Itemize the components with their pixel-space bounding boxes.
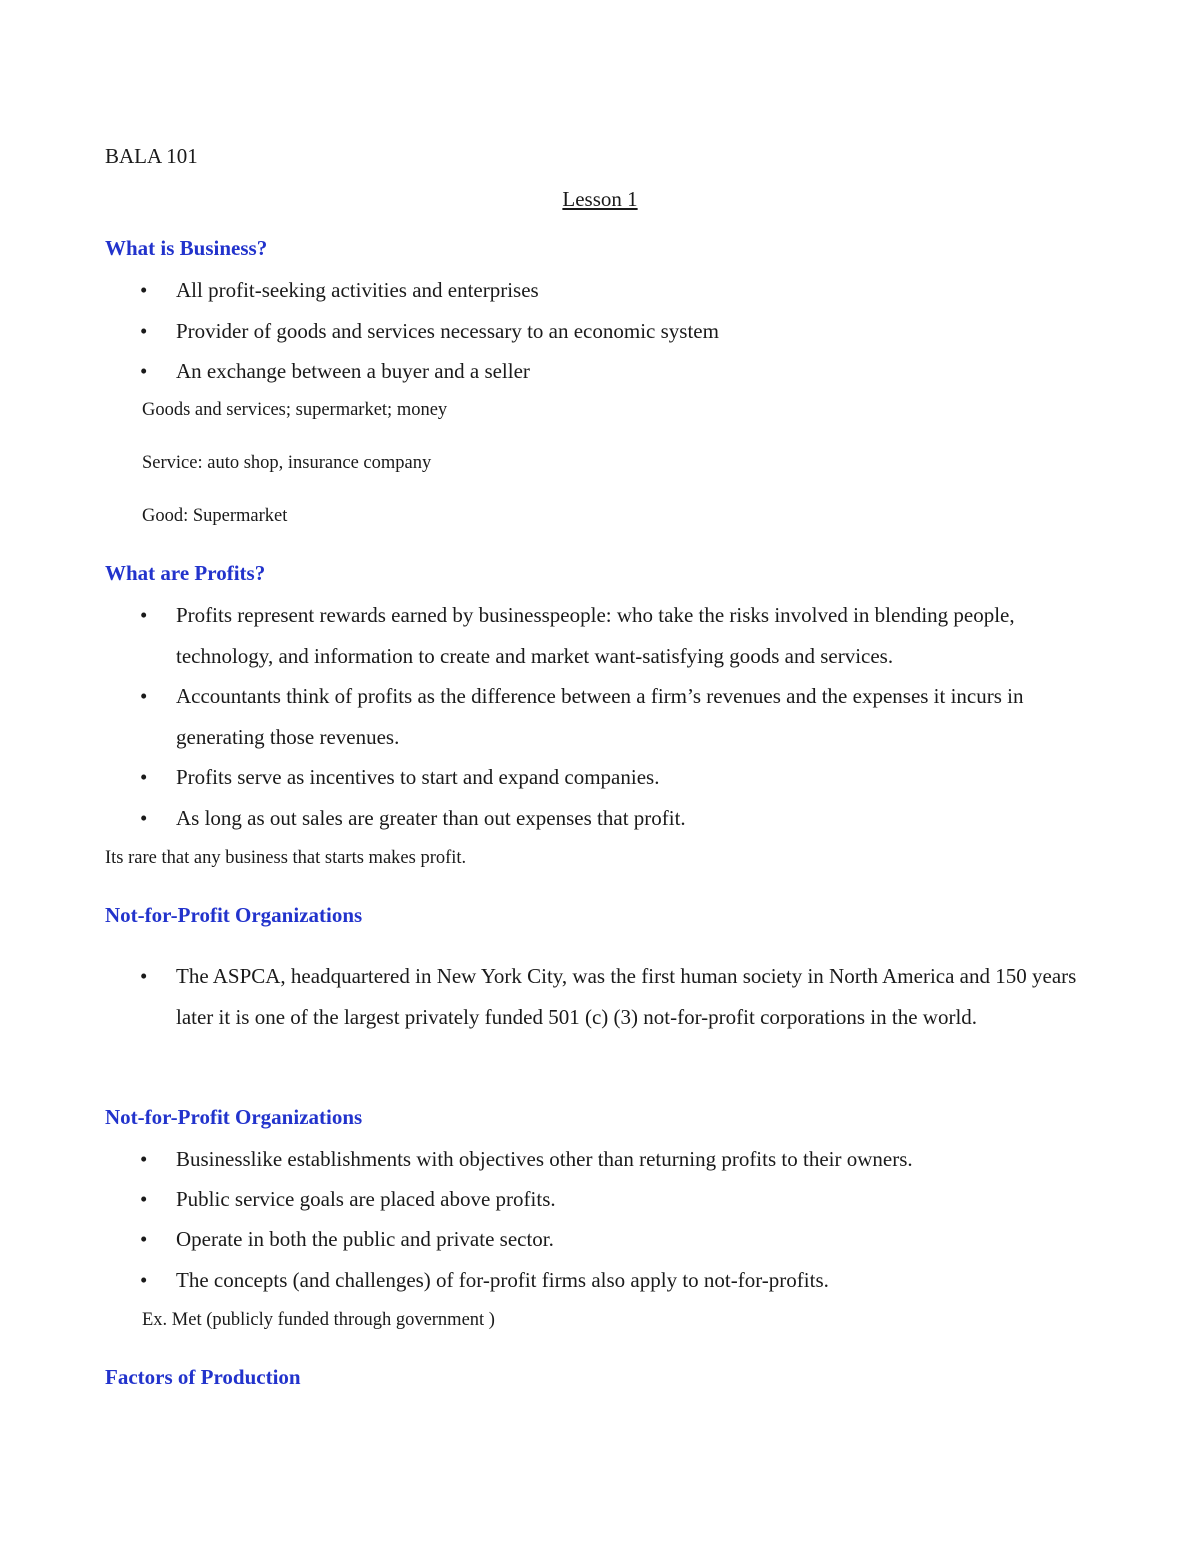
list-item: • All profit-seeking activities and enterprises [140, 278, 539, 302]
list-item: • Provider of goods and services necessary to an economic system [140, 319, 719, 343]
lesson-title: Lesson 1 [562, 187, 638, 211]
note-met-example: Ex. Met (publicly funded through government ) [142, 1310, 495, 1330]
course-code: BALA 101 [105, 144, 198, 168]
heading-not-for-profit-2: Not-for-Profit Organizations [105, 1105, 363, 1129]
list-item: • Public service goals are placed above profits. [140, 1187, 556, 1211]
note-good: Good: Supermarket [142, 506, 288, 526]
heading-not-for-profit: Not-for-Profit Organizations [105, 903, 363, 927]
note-rare-profit: Its rare that any business that starts makes profit. [105, 848, 467, 868]
heading-what-is-business: What is Business? [105, 236, 268, 260]
heading-what-are-profits: What are Profits? [105, 561, 266, 585]
list-item: • Businesslike establishments with objectives other than returning profits to their owners. [140, 1147, 913, 1171]
list-item: • Operate in both the public and private sector. [140, 1227, 554, 1251]
list-item: • The concepts (and challenges) of for-profit firms also apply to not-for-profits. [140, 1268, 829, 1292]
list-item: • Accountants think of profits as the difference between a firm’s revenues and the expenses it incurs in generating those revenues. [140, 684, 1024, 749]
heading-factors-of-production: Factors of Production [105, 1365, 301, 1389]
note-service: Service: auto shop, insurance company [142, 453, 432, 473]
note-goods-services: Goods and services; supermarket; money [142, 400, 448, 420]
list-item: • As long as out sales are greater than out expenses that profit. [140, 806, 686, 830]
list-item: • Profits represent rewards earned by businesspeople: who take the risks involved in blending people, technology, and information to create and market want-satisfying goods and services. [140, 603, 1015, 668]
list-item: • Profits serve as incentives to start and expand companies. [140, 765, 660, 789]
list-item: • An exchange between a buyer and a seller [140, 359, 530, 383]
list-item: • The ASPCA, headquartered in New York City, was the first human society in North America and 150 years later it is one of the largest privately funded 501 (c) (3) not-for-profit corporations in the world. [140, 964, 1077, 1029]
